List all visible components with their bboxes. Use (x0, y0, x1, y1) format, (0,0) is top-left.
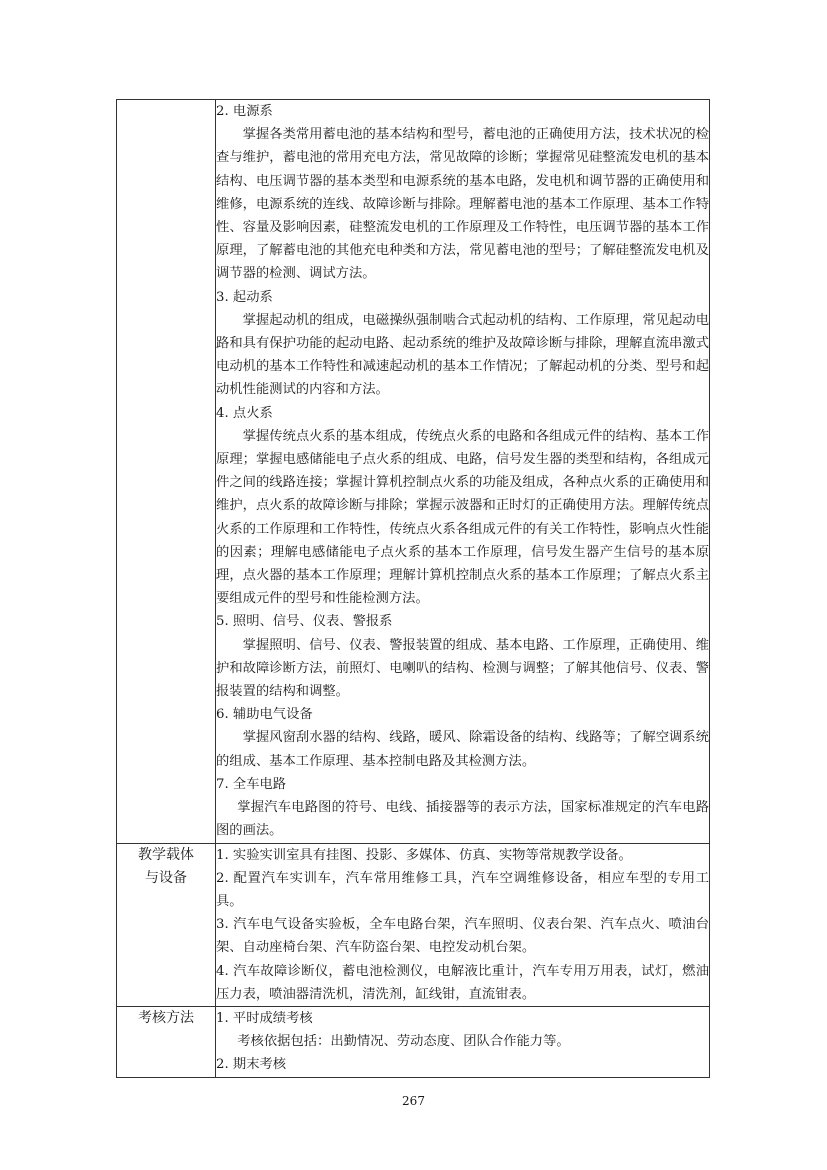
content-cell-equipment (216, 843, 710, 1006)
section-heading: 1. 平时成绩考核 (216, 1010, 313, 1026)
section-text: 掌握起动机的组成，电磁操纵强制啮合式起动机的结构、工作原理，常见起动电路和具有保护功能的起动电路、起动系统的维护及故障诊断与排除，理解直流串激式电动机的基本工作特性和减速起动机的基本工作情况；了解起动机的分类、型号和起动机性能测试的内容和方法。 (216, 312, 709, 398)
section-heading: 2. 电源系 (216, 104, 273, 119)
page-number: 267 (402, 1094, 425, 1108)
list-item: 4. 汽车故障诊断仪，蓄电池检测仪，电解液比重计，汽车专用万用表，试灯，燃油压力表，喷油器清洗机，清洗剂，缸线钳，直流钳表。 (216, 963, 709, 1002)
list-item: 1. 实验实训室具有挂图、投影、多媒体、仿真、实物等常规教学设备。 (216, 847, 632, 863)
section-text: 考核依据包括：出勤情况、劳动态度、团队合作能力等。 (237, 1034, 570, 1050)
section-heading: 3. 起动系 (216, 289, 273, 305)
section-heading: 5. 照明、信号、仪表、警报系 (216, 614, 393, 630)
content-cell-assessment (216, 1006, 710, 1077)
row-label-teaching-equipment: 教学载体 与设备 (117, 843, 216, 1006)
list-item: 2. 配置汽车实训车，汽车常用维修工具，汽车空调维修设备，相应车型的专用工具。 (216, 870, 709, 909)
section-heading: 2. 期末考核 (216, 1057, 287, 1073)
table-row (117, 843, 710, 1006)
section-text: 掌握照明、信号、仪表、警报装置的组成、基本电路、工作原理，正确使用、维护和故障诊断方法，前照灯、电喇叭的结构、检测与调整；了解其他信号、仪表、警报装置的结构和调整。 (216, 637, 709, 700)
content-cell-electrical-systems (216, 100, 710, 844)
table-row (117, 1006, 710, 1077)
table-row (117, 100, 710, 844)
course-table (116, 99, 710, 1078)
section-text: 掌握各类常用蓄电池的基本结构和型号，蓄电池的正确使用方法，技术状况的检查与维护，蓄电池的常用充电方法，常见故障的诊断；掌握常见硅整流发电机的基本结构、电压调节器的基本类型和电源系统的基本电路，发电机和调节器的正确使用和维修，电源系统的连线、故障诊断与排除。理解蓄电池的基本工作原理、基本工作特性、容量及影响因素，硅整流发电机的工作原理及工作特性，电压调节器的基本工作原理，了解蓄电池的其他充电种类和方法，常见蓄电池的型号；了解硅整流发电机及调节器的检测、调试方法。 (216, 127, 709, 282)
section-heading: 6. 辅助电气设备 (216, 707, 313, 723)
section-text: 掌握传统点火系的基本组成，传统点火系的电路和各组成元件的结构、基本工作原理；掌握电感储能电子点火系的组成、电路，信号发生器的类型和结构，各组成元件之间的线路连接；掌握计算机控制点火系的功能及组成，各种点火系的正确使用和维护，点火系的故障诊断与排除；掌握示波器和正时灯的正确使用方法。理解传统点火系的工作原理和工作特性，传统点火系各组成元件的有关工作特性，影响点火性能的因素；理解电感储能电子点火系的基本工作原理，信号发生器产生信号的基本原理，点火器的基本工作原理；理解计算机控制点火系的基本工作原理；了解点火系主要组成元件的型号和性能检测方法。 (216, 428, 709, 607)
section-text: 掌握汽车电路图的符号、电线、插接器等的表示方法，国家标准规定的汽车电路图的画法。 (216, 800, 709, 839)
row-label-empty (117, 100, 216, 844)
section-heading: 7. 全车电路 (216, 776, 287, 792)
section-heading: 4. 点火系 (216, 405, 273, 421)
list-item: 3. 汽车电气设备实验板，全车电路台架，汽车照明、仪表台架、汽车点火、喷油台架、自动座椅台架、汽车防盗台架、电控发动机台架。 (216, 917, 709, 956)
row-label-assessment: 考核方法 (117, 1006, 216, 1077)
section-text: 掌握风窗刮水器的结构、线路，暖风、除霜设备的结构、线路等；了解空调系统的组成、基本工作原理、基本控制电路及其检测方法。 (216, 730, 709, 769)
